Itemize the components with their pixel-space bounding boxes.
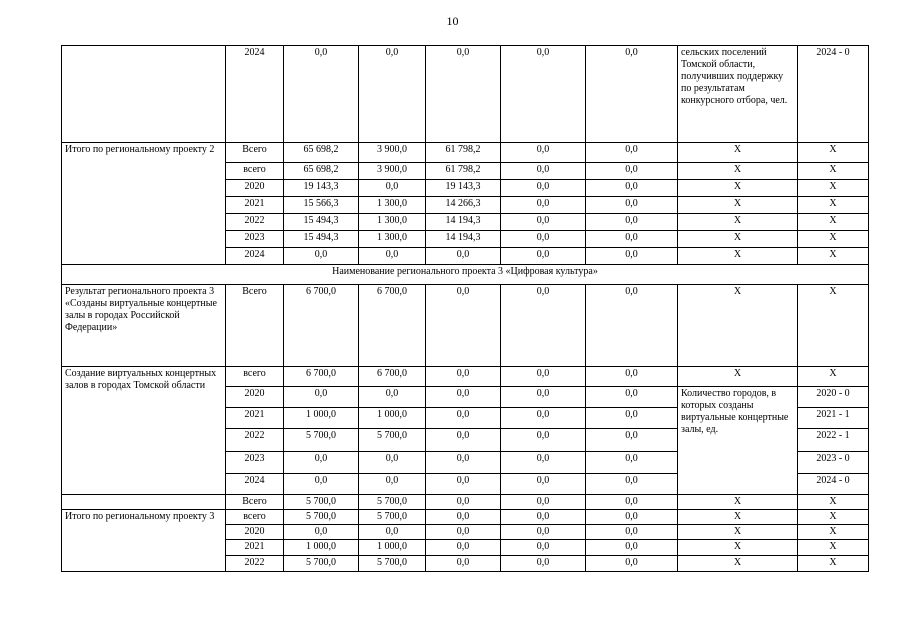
label-cell [62,495,226,510]
x-cell: Х [678,367,798,387]
x-cell: Х [678,540,798,556]
value-cell: 0,0 [586,429,678,452]
x-cell: Х [798,495,869,510]
value-cell: 61 798,2 [426,143,501,163]
total-label: Итого по региональному проекту 3 [62,510,226,572]
x-cell: Х [678,285,798,367]
value-cell: 0,0 [284,387,359,408]
x-cell: Х [678,556,798,572]
value-cell: 0,0 [586,525,678,540]
label-cell [62,46,226,143]
x-cell: Х [798,285,869,367]
table-row [62,285,869,367]
table-row [62,495,869,510]
value-cell: 0,0 [501,367,586,387]
value-cell: 0,0 [501,408,586,429]
value-cell: 0,0 [501,163,586,180]
value-cell: 1 300,0 [359,214,426,231]
value-cell: 0,0 [501,231,586,248]
period-cell: Всего [226,495,284,510]
period-cell: 2020 [226,387,284,408]
period-cell: всего [226,367,284,387]
value-cell: 65 698,2 [284,143,359,163]
x-cell: Х [798,197,869,214]
value-cell: 5 700,0 [359,510,426,525]
value-cell: 0,0 [359,46,426,143]
period-cell: 2024 [226,474,284,495]
value-cell: 0,0 [426,46,501,143]
value-cell: 0,0 [586,495,678,510]
value-cell: 0,0 [501,540,586,556]
value-cell: 0,0 [284,248,359,265]
value-cell: 0,0 [586,285,678,367]
value-cell: 0,0 [501,46,586,143]
value-cell: 0,0 [426,495,501,510]
value-cell: 0,0 [359,248,426,265]
value-cell: 0,0 [426,367,501,387]
value-cell: 0,0 [586,231,678,248]
value-cell: 0,0 [284,46,359,143]
value-cell: 15 566,3 [284,197,359,214]
value-cell: 5 700,0 [284,556,359,572]
section-title: Наименование регионального проекта 3 «Цифровая культура» [62,265,869,285]
table-row [62,143,869,163]
period-cell: 2021 [226,540,284,556]
value-cell: 0,0 [359,452,426,474]
value-cell: 6 700,0 [359,367,426,387]
value-cell: 0,0 [586,408,678,429]
table-row [62,367,869,387]
value-cell: 0,0 [426,452,501,474]
value-cell: 0,0 [501,429,586,452]
period-cell: 2023 [226,231,284,248]
x-cell: Х [678,510,798,525]
value-cell: 14 194,3 [426,214,501,231]
value-cell: 3 900,0 [359,143,426,163]
value-cell: 0,0 [359,525,426,540]
value-cell: 0,0 [586,143,678,163]
x-cell: Х [798,525,869,540]
value-cell: 5 700,0 [284,510,359,525]
value-cell: 0,0 [426,248,501,265]
value-cell: 61 798,2 [426,163,501,180]
value-cell: 19 143,3 [284,180,359,197]
value-cell: 5 700,0 [359,495,426,510]
value-cell: 1 000,0 [284,540,359,556]
target-cell: 2021 - 1 [798,408,869,429]
value-cell: 15 494,3 [284,214,359,231]
value-cell: 5 700,0 [359,556,426,572]
value-cell: 0,0 [501,285,586,367]
x-cell: Х [798,248,869,265]
value-cell: 6 700,0 [284,367,359,387]
page-number: 10 [446,14,459,28]
value-cell: 0,0 [501,510,586,525]
value-cell: 0,0 [284,474,359,495]
x-cell: Х [798,180,869,197]
activity-label: Создание виртуальных концертных залов в городах Томской области [62,367,226,495]
value-cell: 0,0 [359,180,426,197]
x-cell: Х [798,143,869,163]
value-cell: 0,0 [501,143,586,163]
period-cell: 2022 [226,429,284,452]
result-label: Результат регионального проекта 3 «Созданы виртуальные концертные залы в городах Российской Федерации» [62,285,226,367]
value-cell: 0,0 [426,540,501,556]
value-cell: 0,0 [586,248,678,265]
value-cell: 0,0 [586,556,678,572]
period-cell: всего [226,163,284,180]
value-cell: 0,0 [586,387,678,408]
value-cell: 0,0 [586,46,678,143]
x-cell: Х [678,143,798,163]
value-cell: 65 698,2 [284,163,359,180]
target-cell: 2024 - 0 [798,46,869,143]
period-cell: 2022 [226,556,284,572]
value-cell: 0,0 [501,248,586,265]
period-cell: 2020 [226,180,284,197]
value-cell: 5 700,0 [284,429,359,452]
period-cell: 2020 [226,525,284,540]
value-cell: 0,0 [426,408,501,429]
value-cell: 6 700,0 [359,285,426,367]
value-cell: 0,0 [284,452,359,474]
table-row [62,510,869,525]
x-cell: Х [678,231,798,248]
value-cell: 6 700,0 [284,285,359,367]
period-cell: 2021 [226,408,284,429]
value-cell: 0,0 [501,474,586,495]
x-cell: Х [678,197,798,214]
target-cell: 2020 - 0 [798,387,869,408]
value-cell: 0,0 [426,474,501,495]
value-cell: 0,0 [586,474,678,495]
value-cell: 0,0 [501,197,586,214]
value-cell: 0,0 [359,387,426,408]
value-cell: 0,0 [586,197,678,214]
value-cell: 5 700,0 [284,495,359,510]
indicator-cell: сельских поселений Томской области, получивших поддержку по результатам конкурсного отбора, чел. [678,46,798,143]
value-cell: 0,0 [586,180,678,197]
indicator-cell: Количество городов, в которых созданы виртуальные концертные залы, ед. [678,387,798,495]
value-cell: 1 300,0 [359,231,426,248]
budget-table [61,45,869,572]
value-cell: 0,0 [501,556,586,572]
period-cell: 2023 [226,452,284,474]
value-cell: 1 000,0 [359,540,426,556]
period-cell: Всего [226,285,284,367]
x-cell: Х [798,510,869,525]
period-cell: 2024 [226,248,284,265]
value-cell: 0,0 [426,387,501,408]
value-cell: 0,0 [586,452,678,474]
value-cell: 0,0 [586,540,678,556]
target-cell: 2024 - 0 [798,474,869,495]
value-cell: 0,0 [501,387,586,408]
table-row [62,265,869,285]
value-cell: 0,0 [426,285,501,367]
value-cell: 0,0 [426,556,501,572]
value-cell: 1 300,0 [359,197,426,214]
x-cell: Х [798,367,869,387]
x-cell: Х [678,525,798,540]
value-cell: 3 900,0 [359,163,426,180]
value-cell: 0,0 [586,163,678,180]
total-label: Итого по региональному проекту 2 [62,143,226,265]
value-cell: 0,0 [426,429,501,452]
value-cell: 0,0 [586,510,678,525]
value-cell: 0,0 [586,367,678,387]
period-cell: всего [226,510,284,525]
value-cell: 0,0 [501,452,586,474]
x-cell: Х [678,248,798,265]
value-cell: 15 494,3 [284,231,359,248]
x-cell: Х [798,231,869,248]
value-cell: 0,0 [501,495,586,510]
value-cell: 1 000,0 [284,408,359,429]
target-cell: 2022 - 1 [798,429,869,452]
value-cell: 14 266,3 [426,197,501,214]
x-cell: Х [678,163,798,180]
value-cell: 0,0 [284,525,359,540]
value-cell: 0,0 [586,214,678,231]
period-cell: 2021 [226,197,284,214]
x-cell: Х [798,163,869,180]
value-cell: 5 700,0 [359,429,426,452]
period-cell: 2024 [226,46,284,143]
x-cell: Х [678,180,798,197]
value-cell: 0,0 [426,510,501,525]
table-row [62,46,869,143]
value-cell: 0,0 [426,525,501,540]
x-cell: Х [798,556,869,572]
value-cell: 14 194,3 [426,231,501,248]
target-cell: 2023 - 0 [798,452,869,474]
x-cell: Х [798,214,869,231]
value-cell: 19 143,3 [426,180,501,197]
period-cell: Всего [226,143,284,163]
value-cell: 0,0 [501,180,586,197]
value-cell: 1 000,0 [359,408,426,429]
x-cell: Х [678,214,798,231]
x-cell: Х [798,540,869,556]
value-cell: 0,0 [359,474,426,495]
period-cell: 2022 [226,214,284,231]
x-cell: Х [678,495,798,510]
value-cell: 0,0 [501,214,586,231]
value-cell: 0,0 [501,525,586,540]
